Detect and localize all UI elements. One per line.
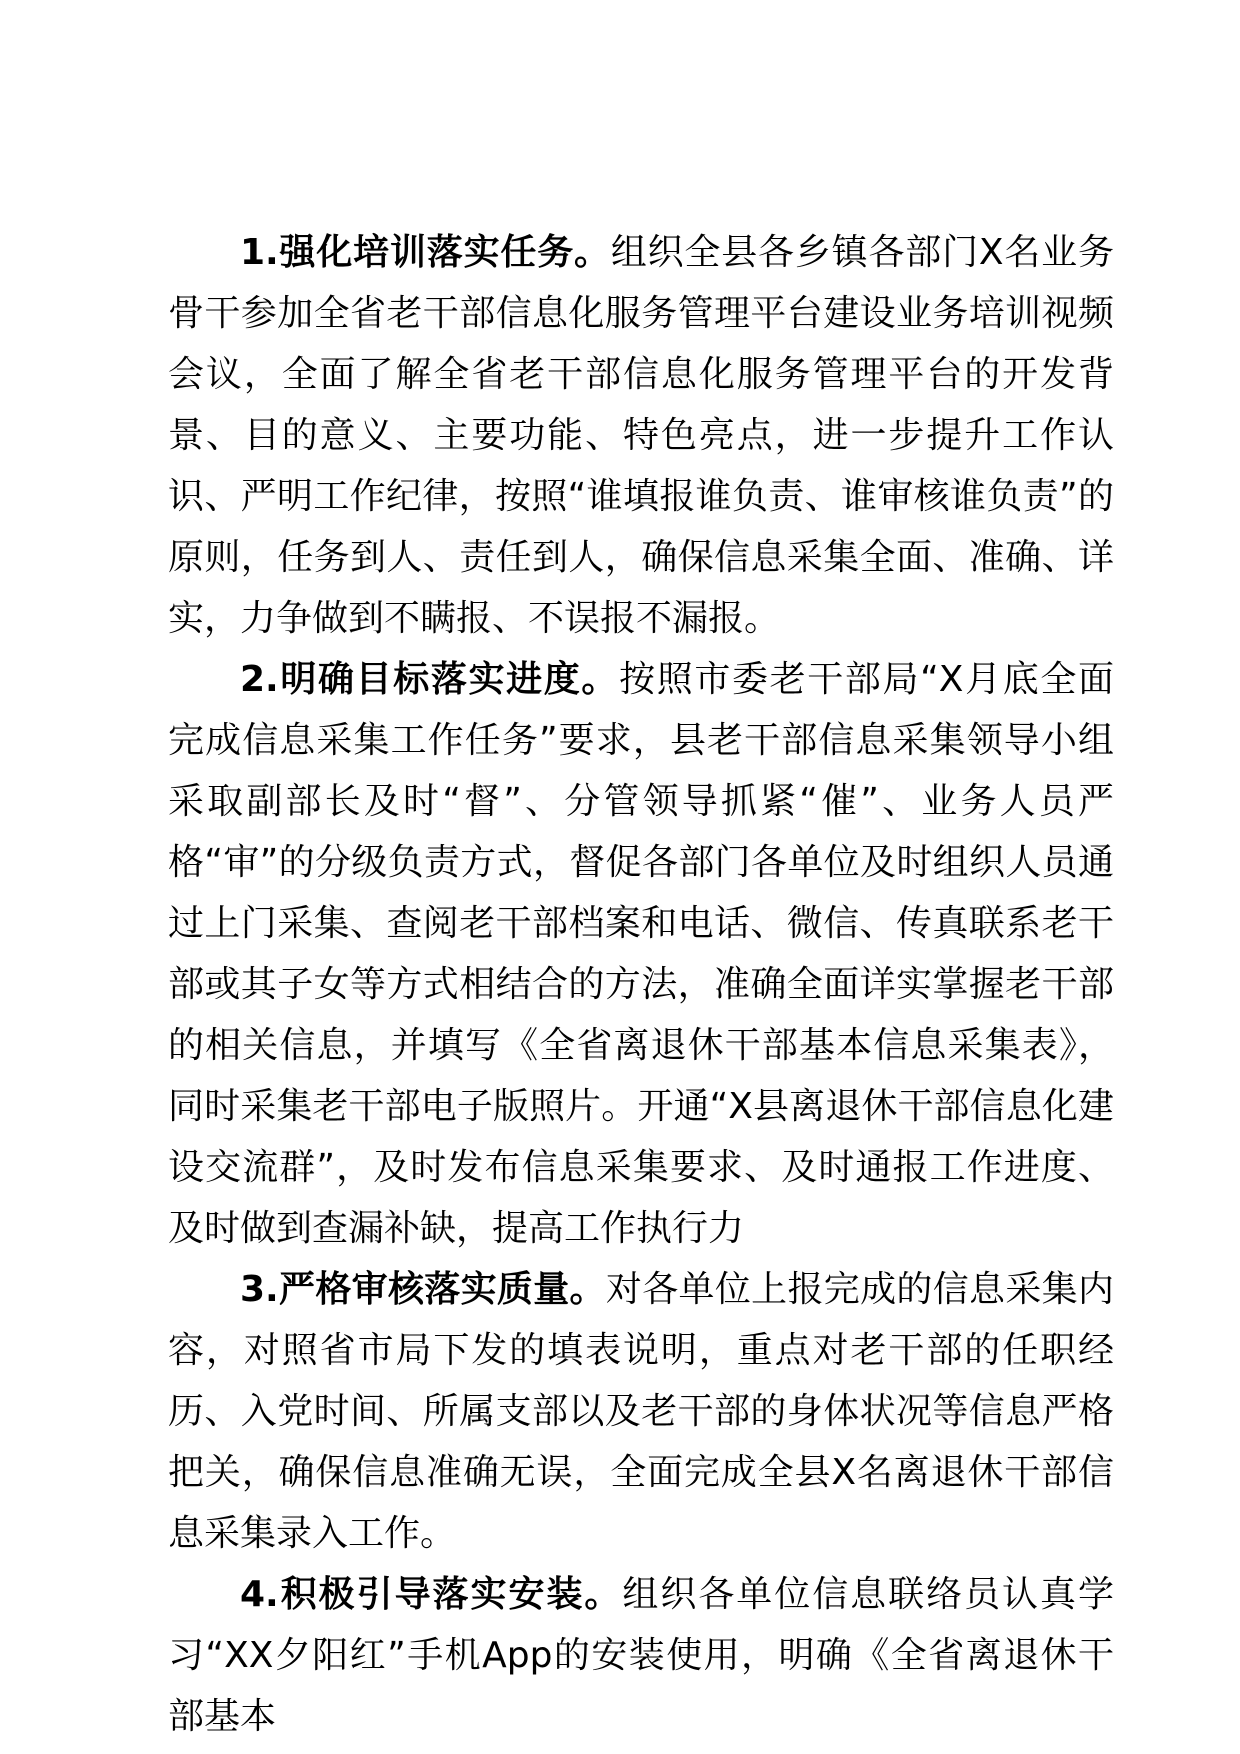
paragraph-text: 对各单位上报完成的信息采集内容，对照省市局下发的填表说明，重点对老干部的任职经历、入党时间、所属支部以及老干部的身体状况等信息严格把关，确保信息准确无误，全面完成全县X名离退休干部信息采集录入工作。 [168,1269,1114,1554]
paragraph-text: 按照市委老干部局“X月底全面完成信息采集工作任务”要求，县老干部信息采集领导小组采取副部长及时“督”、分管领导抓紧“催”、业务人员严格“审”的分级负责方式，督促各部门各单位及时组织人员通过上门采集、查阅老干部档案和电话、微信、传真联系老干部或其子女等方式相结合的方法，准确全面详实掌握老干部的相关信息，并填写《全省离退休干部基本信息采集表》，同时采集老干部电子版照片。开通“X县离退休干部信息化建设交流群”，及时发布信息采集要求、及时通报工作进度、及时做到查漏补缺，提高工作执行力 [168,659,1114,1249]
paragraph-progress [168,649,1114,1259]
paragraph-heading: 4.积极引导落实安装。 [240,1574,623,1615]
paragraph-training [168,222,1114,649]
paragraph-text: 组织各单位信息联络员认真学习“XX夕阳红”手机App的安装使用，明确《全省离退休干部基本 [168,1574,1114,1737]
paragraph-heading: 2.明确目标落实进度。 [240,659,620,700]
paragraph-review [168,1259,1114,1564]
paragraph-heading: 1.强化培训落实任务。 [240,232,611,273]
paragraph-heading: 3.严格审核落实质量。 [240,1269,606,1310]
paragraph-install [168,1564,1114,1747]
paragraph-text: 组织全县各乡镇各部门X名业务骨干参加全省老干部信息化服务管理平台建设业务培训视频会议，全面了解全省老干部信息化服务管理平台的开发背景、目的意义、主要功能、特色亮点，进一步提升工作认识、严明工作纪律，按照“谁填报谁负责、谁审核谁负责”的原则，任务到人、责任到人，确保信息采集全面、准确、详实，力争做到不瞒报、不误报不漏报。 [168,232,1114,639]
document-body [168,222,1114,1747]
